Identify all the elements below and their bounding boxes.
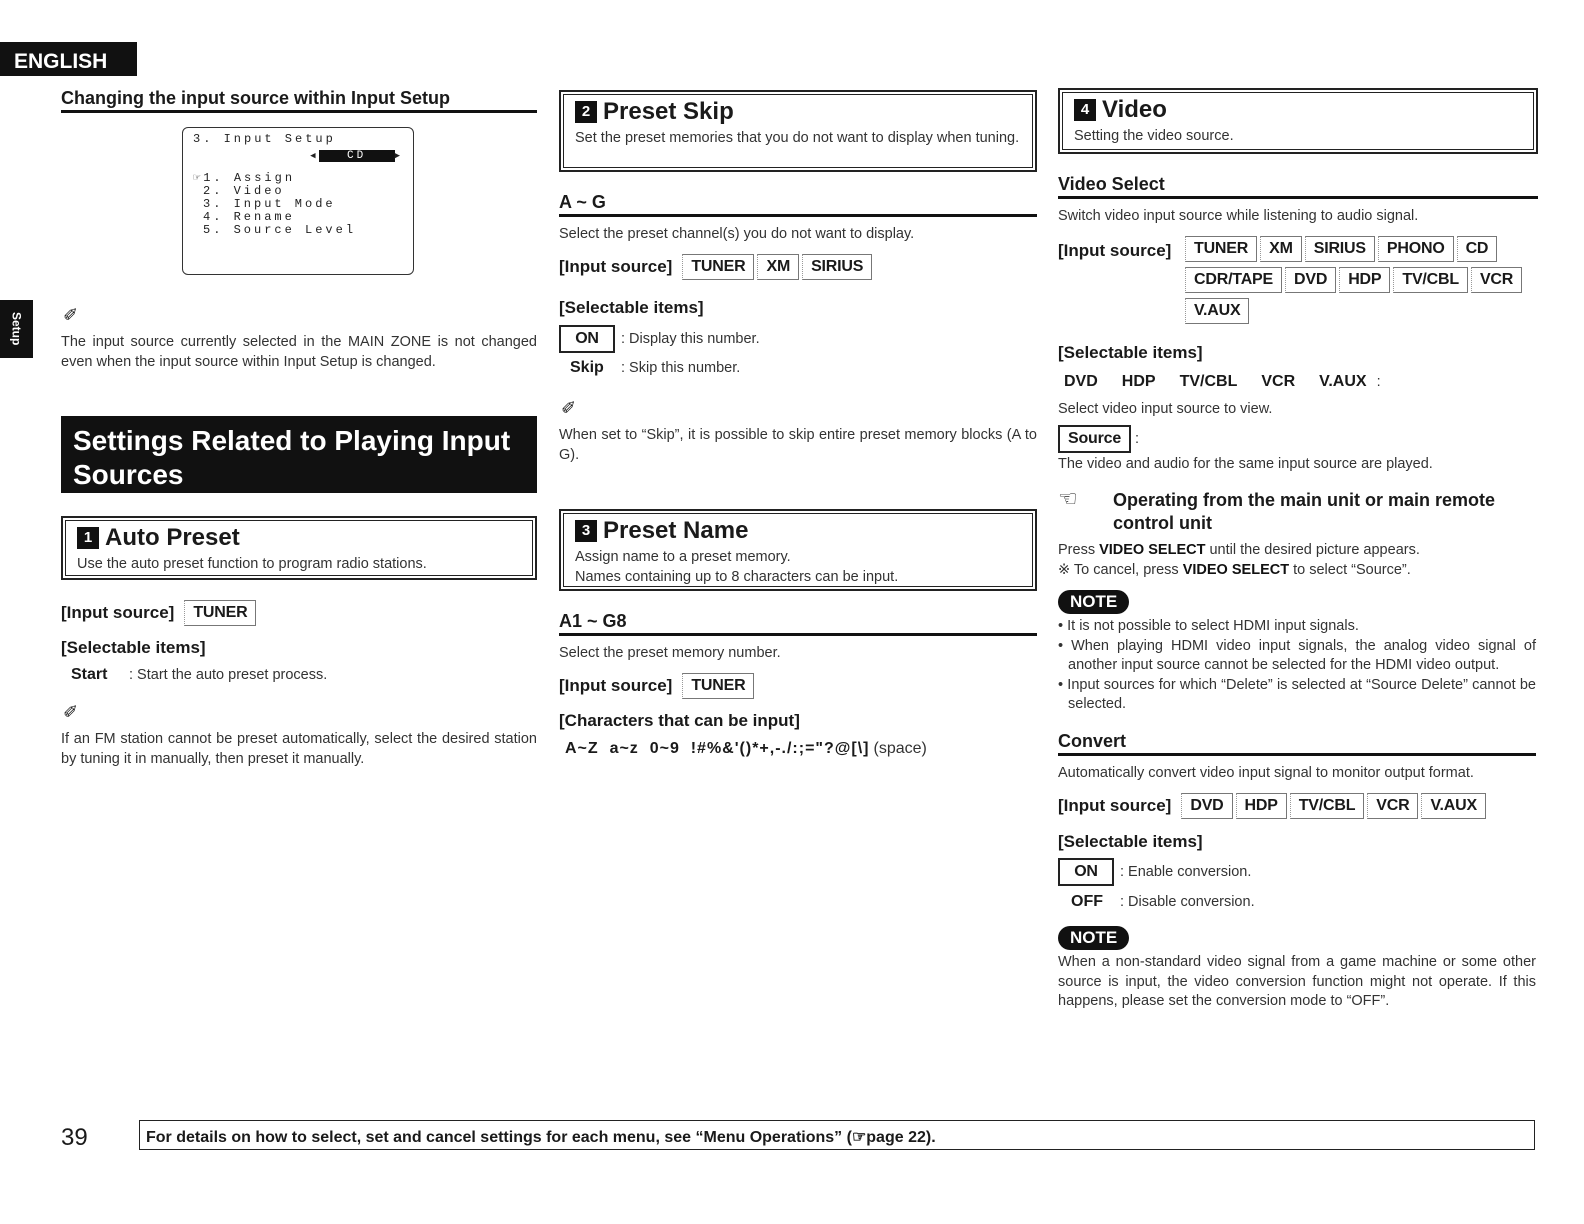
source-key-cd: CD — [1457, 236, 1498, 262]
source-key-tuner: TUNER — [682, 673, 754, 699]
item-name-off: OFF — [1071, 893, 1103, 910]
input-source-label: [Input source] — [559, 257, 673, 276]
lcd-selector — [193, 148, 403, 162]
item-desc-on: : Enable conversion. — [1120, 864, 1252, 880]
pencil-icon: ✐ — [63, 702, 79, 722]
source-key-dvd: DVD — [1285, 267, 1336, 293]
remote-hand-icon: ☜ — [1058, 486, 1078, 511]
remote-line-1 — [1058, 540, 1420, 560]
remote-line-2 — [1058, 560, 1411, 580]
convert-desc: Automatically convert video input signal to monitor output format. — [1058, 765, 1474, 781]
source-key-tuner: TUNER — [682, 254, 754, 280]
subheading-a1-g8-desc: Select the preset memory number. — [559, 645, 781, 661]
video-select-items-desc: Select video input source to view. — [1058, 401, 1273, 417]
lcd-title: 3. Input Setup — [193, 132, 336, 146]
auto-preset-desc: Use the auto preset function to program radio stations. — [77, 556, 427, 572]
source-key-tuner: TUNER — [184, 600, 256, 626]
video-source-row-2 — [1185, 267, 1525, 293]
note-2-text: When a non-standard video signal from a game machine or some other source is input, the video conversion function might not operate. If this happens, please set the conversion mode to “OFF”. — [1058, 954, 1536, 1009]
number-2-icon: 2 — [575, 101, 597, 123]
item-dvd: DVD — [1064, 373, 1098, 390]
item-desc-on: : Display this number. — [621, 331, 760, 347]
item-key-source: Source — [1058, 425, 1131, 453]
item-hdp: HDP — [1121, 373, 1156, 390]
preset-name-title: Preset Name — [603, 517, 749, 544]
side-tab-setup: Setup — [0, 300, 33, 358]
preset-name-box — [559, 509, 1037, 591]
note-badge: NOTE — [1058, 590, 1129, 614]
item-name-skip: Skip — [570, 359, 604, 376]
lcd-right-arrow-icon: ▶ — [394, 151, 403, 161]
video-desc: Setting the video source. — [1074, 128, 1234, 144]
preset-name-title-row — [575, 517, 1021, 545]
subheading-a-g: A ~ G — [559, 192, 1037, 217]
remote-key-video-select: VIDEO SELECT — [1099, 542, 1206, 558]
preset-skip-input-source — [559, 254, 875, 280]
convert-item-on — [1058, 858, 1251, 886]
source-key-hdp: HDP — [1236, 793, 1287, 819]
item-v-aux: V.AUX — [1319, 373, 1367, 390]
characters-list: A~Z a~z 0~9 !#%&'()*+,-./:;="?@[\] — [565, 740, 870, 757]
remote-line-1-post: until the desired picture appears. — [1205, 542, 1420, 558]
preset-skip-item-on — [559, 325, 760, 353]
pencil-icon: ✐ — [561, 398, 577, 418]
section-heading-input-setup: Changing the input source within Input Setup — [61, 88, 537, 113]
auto-preset-input-source — [61, 600, 259, 626]
source-key-vcr: VCR — [1471, 267, 1522, 293]
item-desc-skip: : Skip this number. — [621, 360, 741, 376]
item-name-start: Start — [71, 666, 108, 683]
lcd-menu-item: 4. Rename — [203, 210, 295, 224]
source-key-hdp: HDP — [1339, 267, 1390, 293]
source-key-xm: XM — [757, 254, 799, 280]
input-source-label: [Input source] — [1058, 796, 1172, 815]
footer-reference — [139, 1120, 1535, 1150]
auto-preset-title-row — [77, 524, 521, 552]
characters-row — [565, 740, 927, 758]
banner-settings: Settings Related to Playing Input Sources — [61, 416, 537, 493]
remote-line-2-post: to select “Source”. — [1289, 562, 1411, 578]
number-4-icon: 4 — [1074, 99, 1096, 121]
source-key-xm: XM — [1260, 236, 1302, 262]
item-key-on: ON — [1058, 858, 1114, 886]
number-3-icon: 3 — [575, 520, 597, 542]
lcd-menu-item: 5. Source Level — [203, 223, 357, 237]
characters-label: [Characters that can be input] — [559, 711, 800, 730]
note-1-list — [1058, 617, 1536, 715]
source-key-tv-cbl: TV/CBL — [1290, 793, 1365, 819]
memo-text: The input source currently selected in the MAIN ZONE is not changed even when the input source within Input Setup is changed. — [61, 334, 537, 370]
convert-item-off — [1071, 893, 1255, 911]
hand-pointer-icon: ☞ — [851, 1129, 867, 1146]
remote-key-video-select-2: VIDEO SELECT — [1182, 562, 1290, 578]
preset-skip-title: Preset Skip — [603, 98, 734, 125]
preset-name-desc-1: Assign name to a preset memory. — [575, 549, 791, 565]
lcd-menu-item: ☞1. Assign — [193, 171, 296, 185]
heading-video-select: Video Select — [1058, 174, 1538, 199]
preset-name-desc-2: Names containing up to 8 characters can be input. — [575, 569, 899, 585]
source-desc: The video and audio for the same input source are played. — [1058, 456, 1433, 472]
heading-convert: Convert — [1058, 731, 1536, 756]
source-key-sirius: SIRIUS — [1305, 236, 1375, 262]
video-select-source-item — [1058, 425, 1139, 453]
pencil-icon: ✐ — [63, 305, 79, 325]
remote-line-2-pre: ※ To cancel, press — [1058, 562, 1183, 578]
video-select-items — [1064, 373, 1381, 391]
preset-skip-memo: When set to “Skip”, it is possible to skip entire preset memory blocks (A to G). — [559, 427, 1037, 463]
source-key-v-aux: V.AUX — [1421, 793, 1485, 819]
input-source-label: [Input source] — [1058, 241, 1172, 260]
selectable-items-label: [Selectable items] — [1058, 832, 1203, 851]
preset-skip-box — [559, 90, 1037, 172]
item-desc-off: : Disable conversion. — [1120, 894, 1255, 910]
selectable-items-label: [Selectable items] — [1058, 343, 1203, 362]
lcd-menu-item: 3. Input Mode — [203, 197, 336, 211]
preset-name-input-source — [559, 673, 757, 699]
item-tv-cbl: TV/CBL — [1179, 373, 1238, 390]
auto-preset-item-start — [71, 666, 327, 684]
subheading-a1-g8: A1 ~ G8 — [559, 611, 1037, 636]
lcd-screen — [182, 127, 414, 275]
source-colon: : — [1135, 431, 1140, 447]
input-source-label: [Input source] — [61, 603, 175, 622]
source-key-dvd: DVD — [1181, 793, 1232, 819]
preset-skip-desc: Set the preset memories that you do not want to display when tuning. — [575, 130, 1020, 146]
number-1-icon: 1 — [77, 527, 99, 549]
video-select-desc: Switch video input source while listening to audio signal. — [1058, 208, 1419, 224]
page-number: 39 — [61, 1124, 88, 1151]
source-key-tuner: TUNER — [1185, 236, 1257, 262]
video-source-row-3 — [1185, 298, 1252, 324]
lcd-menu-item: 2. Video — [203, 184, 285, 198]
preset-skip-item-skip — [570, 359, 740, 377]
selectable-items-label: [Selectable items] — [559, 298, 704, 317]
lcd-menu — [193, 172, 403, 237]
source-key-v-aux: V.AUX — [1185, 298, 1249, 324]
remote-heading: Operating from the main unit or main remote control unit — [1113, 490, 1496, 533]
footer-page-ref: page 22). — [866, 1129, 936, 1146]
preset-skip-title-row — [575, 98, 1021, 126]
note-bullet: • When playing HDMI video input signals, the analog video signal of another input source cannot be selected for the HDMI video output. — [1058, 637, 1536, 673]
footer-text: For details on how to select, set and cancel settings for each menu, see “Menu Operations” ( — [146, 1129, 852, 1146]
source-key-cdr-tape: CDR/TAPE — [1185, 267, 1282, 293]
video-source-row-1 — [1185, 236, 1500, 262]
selectable-items-label: [Selectable items] — [61, 638, 206, 657]
video-box — [1058, 88, 1538, 154]
items-colon: : — [1376, 374, 1381, 390]
item-vcr: VCR — [1261, 373, 1296, 390]
convert-input-source — [1058, 793, 1489, 819]
characters-space: (space) — [873, 740, 927, 757]
language-tab: ENGLISH — [0, 42, 137, 76]
auto-preset-box — [61, 516, 537, 580]
note-bullet: • It is not possible to select HDMI input signals. — [1058, 618, 1359, 634]
source-key-sirius: SIRIUS — [802, 254, 872, 280]
source-key-tv-cbl: TV/CBL — [1393, 267, 1468, 293]
lcd-left-arrow-icon: ◀ — [310, 151, 319, 161]
note-badge: NOTE — [1058, 926, 1129, 950]
video-title-row — [1074, 96, 1522, 124]
item-key-on: ON — [559, 325, 615, 353]
note-bullet: • Input sources for which “Delete” is selected at “Source Delete” cannot be selected. — [1058, 676, 1536, 712]
input-source-label: [Input source] — [559, 676, 673, 695]
remote-line-1-pre: Press — [1058, 542, 1100, 558]
auto-preset-title: Auto Preset — [105, 524, 240, 551]
source-key-phono: PHONO — [1378, 236, 1454, 262]
source-key-vcr: VCR — [1367, 793, 1418, 819]
video-title: Video — [1102, 96, 1167, 123]
subheading-a-g-desc: Select the preset channel(s) you do not want to display. — [559, 226, 915, 242]
item-desc-start: : Start the auto preset process. — [129, 667, 328, 683]
auto-preset-memo: If an FM station cannot be preset automatically, select the desired station by tuning it in manually, then preset it manually. — [61, 731, 537, 767]
lcd-selected: CD — [319, 150, 395, 162]
